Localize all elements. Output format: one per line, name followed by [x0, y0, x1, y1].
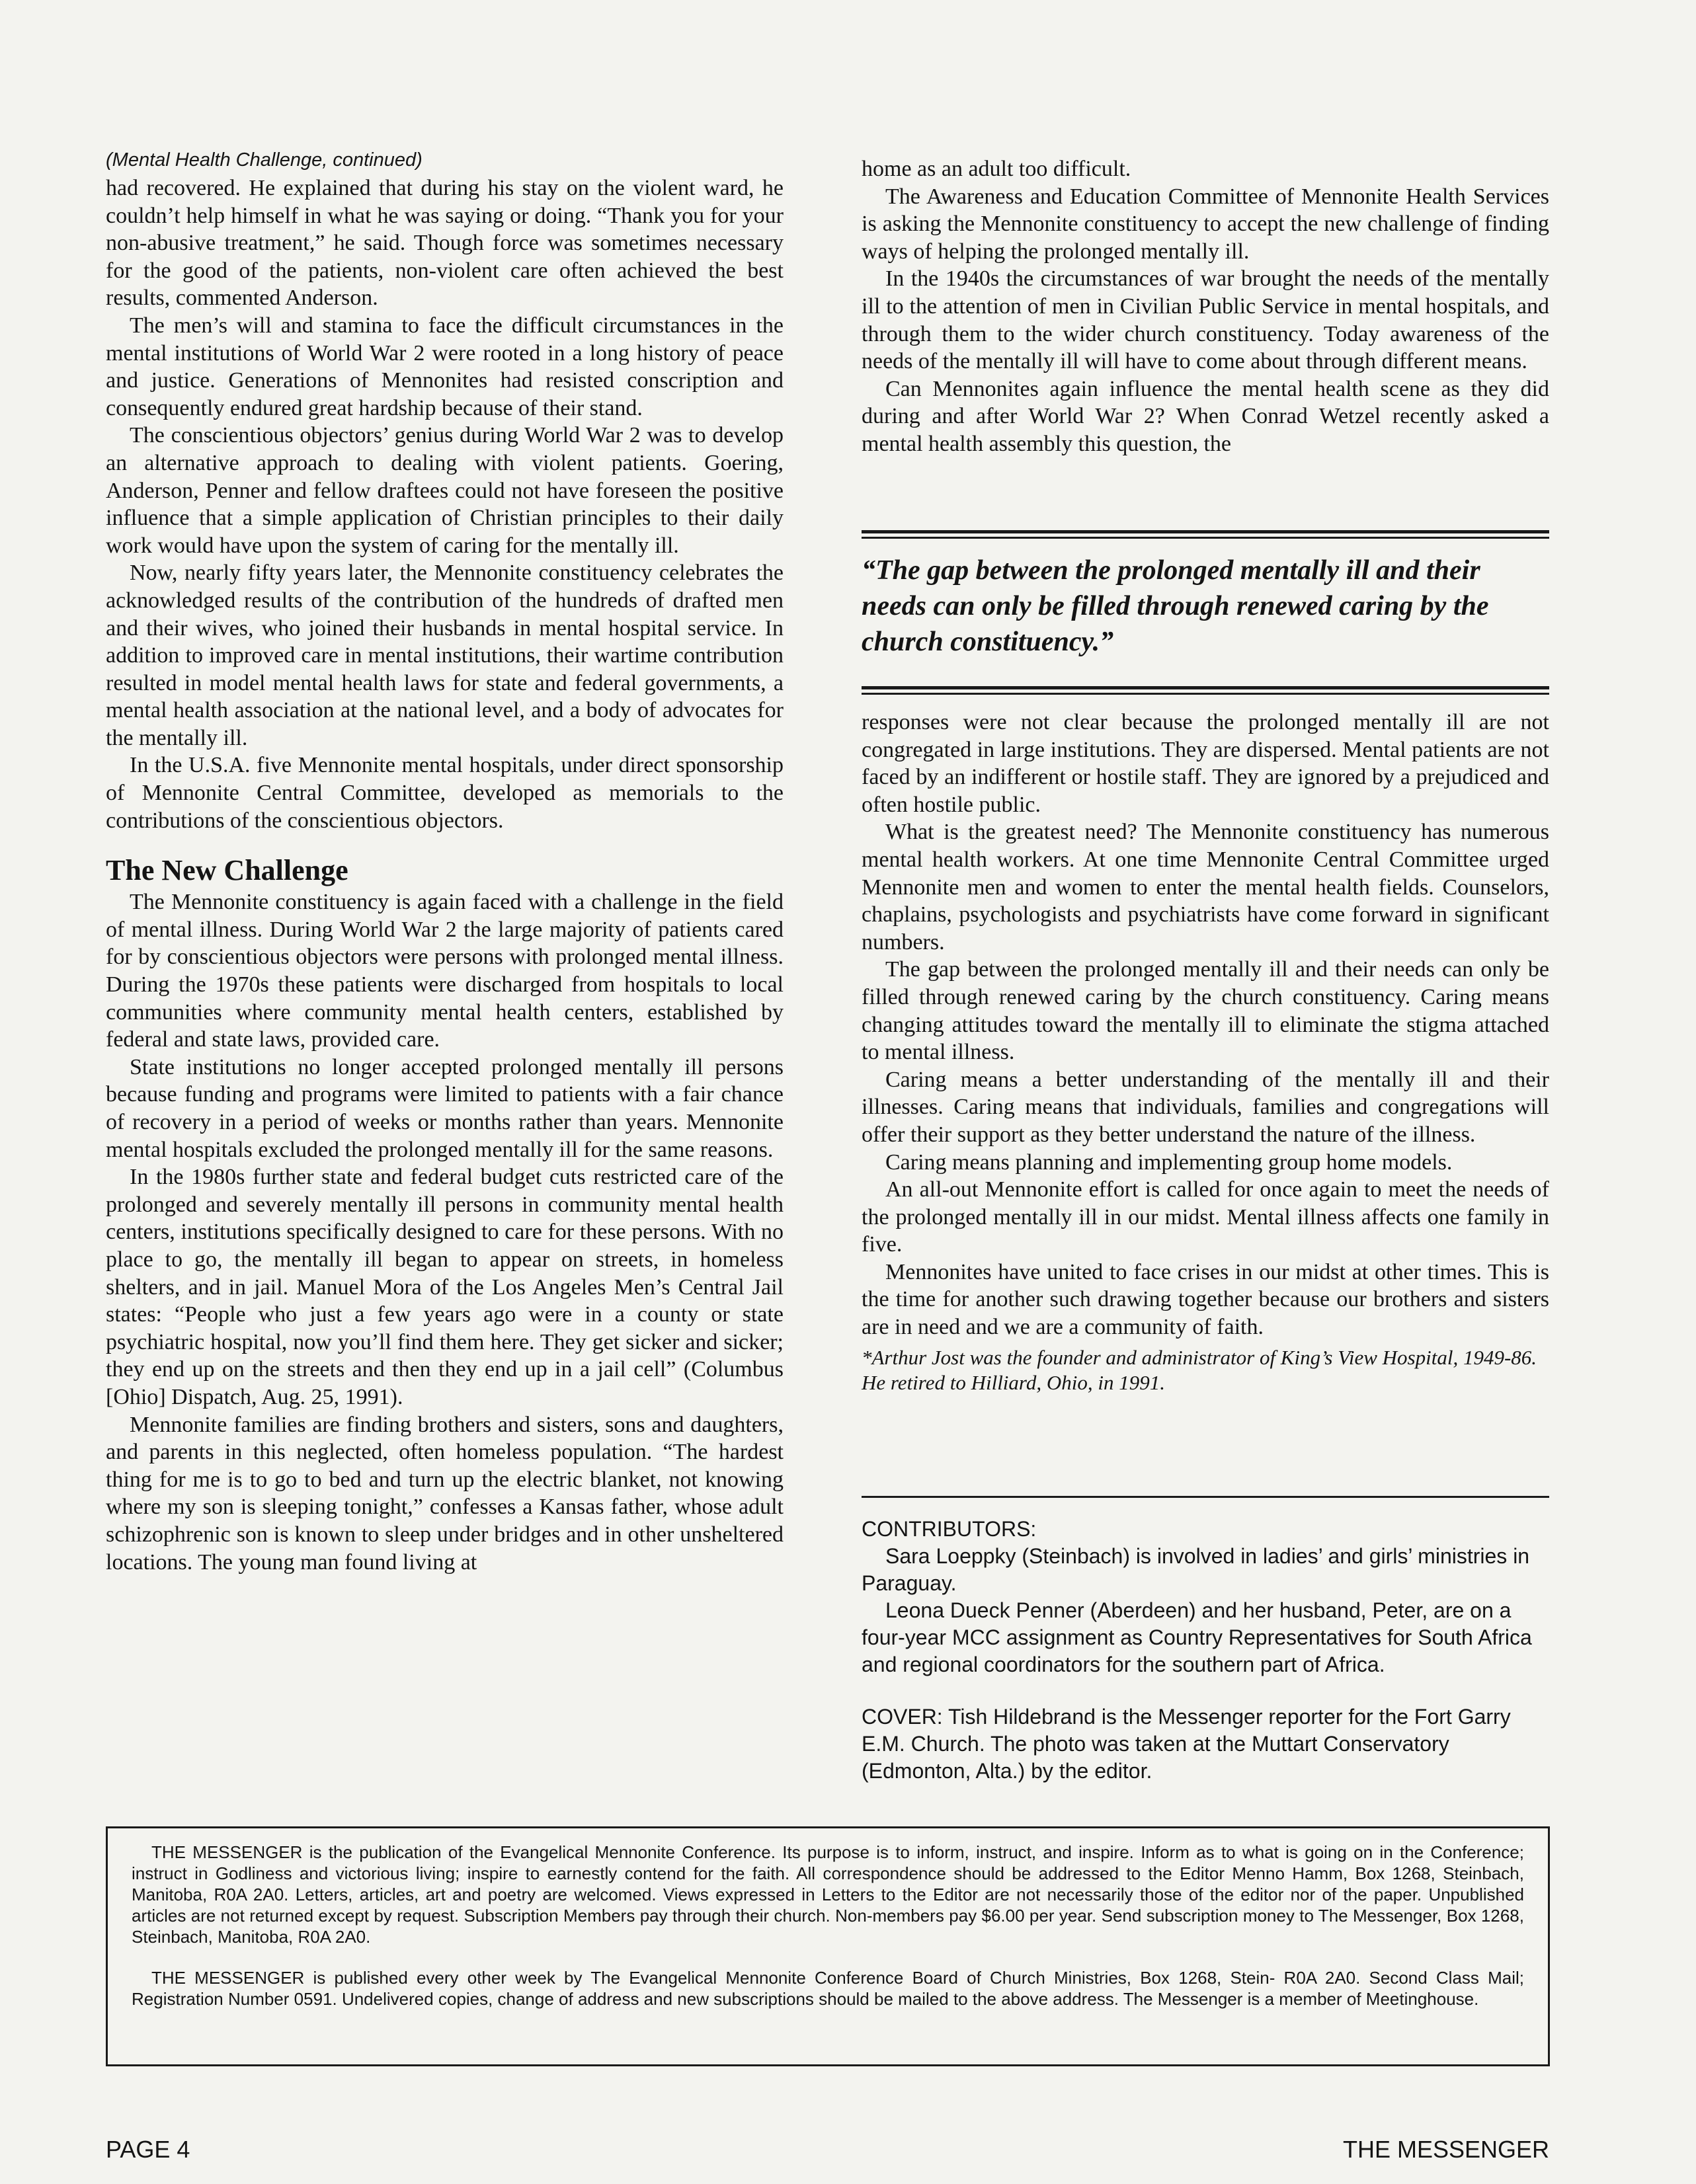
contributors-heading: CONTRIBUTORS: [862, 1517, 1037, 1541]
paragraph: Now, nearly fifty years later, the Mennonite constituency celebrates the acknowledged results of the contribution of the hundreds of drafted men and their wives, who joined their husbands in mental hospital service. In addition to improved care in mental institutions, their wartime contribution resulted in model mental health laws for state and federal governments, a mental health association at the national level, and a body of advocates for the mentally ill. [106, 561, 784, 750]
paragraph: In the 1980s further state and federal budget cuts restricted care of the prolonged and severely mentally ill persons in community mental health centers, institutions specifically designed to care for these persons. With no place to go, the mentally ill began to appear on streets, in homeless shelters, and in jail. Manuel Mora of the Los Angeles Men’s Central Jail states: “People who just a few years ago were in a county or state psychiatric hospital, now you’ll find them here. They get sicker and sicker; they end up on the streets and then they end up in a jail cell” (Columbus [Ohio] Dispatch, Aug. 25, 1991). [106, 1165, 784, 1409]
paragraph: had recovered. He explained that during his stay on the violent ward, he couldn’t help himself in what he was saying or doing. “Thank you for your non-abusive treatment,” he said. Though force was sometimes necessary for the good of the patients, non-violent care often achieved the best results, commented Anderson. [106, 176, 784, 311]
author-footnote: *Arthur Jost was the founder and administrator of King’s View Hospital, 1949-86. He retired to Hilliard, Ohio, in 1991. [862, 1345, 1537, 1394]
pull-quote-top-rule [862, 530, 1549, 539]
contributors-rule [862, 1496, 1549, 1498]
section-heading: The New Challenge [106, 854, 348, 887]
paragraph: In the U.S.A. five Mennonite mental hospitals, under direct sponsorship of Mennonite Central Committee, developed as memorials to the contributions of the conscientious objectors. [106, 753, 784, 833]
paragraph: The Mennonite constituency is again faced with a challenge in the field of mental illness. During World War 2 the large majority of patients cared for by conscientious objectors were persons with prolonged mental illness. During the 1970s these patients were discharged from hospitals to local communities where community mental health centers, established by federal and state laws, provided care. [106, 890, 784, 1052]
publication-info-paragraph: THE MESSENGER is published every other week by The Evangelical Mennonite Conference Board of Church Ministries, Box 1268, Stein- R0A 2A0. Second Class Mail; Registration Number 0591. Undelivered copies, change of address and new subscriptions should be mailed to the above address. The Messenger is a member of Meetinghouse. [132, 1968, 1524, 2009]
page-number: PAGE 4 [106, 2136, 190, 2163]
paragraph: The Awareness and Education Committee of Mennonite Health Services is asking the Mennonite constituency to accept the new challenge of finding ways of helping the prolonged mentally ill. [862, 184, 1549, 264]
paragraph: State institutions no longer accepted prolonged mentally ill persons because funding and programs were limited to patients with a fair chance of recovery in a period of weeks or months rather than years. Mennonite mental hospitals excluded the prolonged mentally ill for the same reasons. [106, 1054, 784, 1162]
paragraph: Can Mennonites again influence the mental health scene as they did during and after World War 2? When Conrad Wetzel recently asked a mental health assembly this question, the [862, 376, 1549, 456]
paragraph: An all-out Mennonite effort is called for once again to meet the needs of the prolonged mentally ill in our midst. Mental illness affects one family in five. [862, 1177, 1549, 1257]
paragraph: responses were not clear because the prolonged mentally ill are not congregated in large institutions. They are dispersed. Mental patients are not faced by an indifferent or hostile staff. They are ignored by a prejudiced and often hostile public. [862, 710, 1549, 817]
paragraph: Caring means a better understanding of the mentally ill and their illnesses. Caring means that individuals, families and congregations will offer their support as they better understand the nature of the illness. [862, 1067, 1549, 1147]
contributor-entry: Leona Dueck Penner (Aberdeen) and her husband, Peter, are on a four-year MCC assignment as Country Representatives for South Africa and regional coordinators for the southern part of Africa. [862, 1598, 1532, 1676]
publication-info-paragraph: THE MESSENGER is the publication of the Evangelical Mennonite Conference. Its purpose is to inform, instruct, and inspire. Inform as to what is going on in the Conference; instruct in Godliness and victorious living; inspire to earnestly contend for the faith. All correspondence should be addressed to the Editor Menno Hamm, Box 1268, Steinbach, Manitoba, R0A 2A0. Letters, articles, art and poetry are welcomed. Views expressed in Letters to the Editor are not necessarily those of the editor nor of the paper. Unpublished articles are not returned except by request. Subscription Members pay through their church. Non-members pay $6.00 per year. Send subscription money to The Messenger, Box 1268, Steinbach, Manitoba, R0A 2A0. [132, 1842, 1524, 1947]
pull-quote-bottom-rule [862, 686, 1549, 695]
paragraph: In the 1940s the circumstances of war brought the needs of the mentally ill to the attention of men in Civilian Public Service in mental hospitals, and through them to the wider church constituency. Today awareness of the needs of the mentally ill will have to come about through different means. [862, 266, 1549, 374]
contributor-entry: Sara Loeppky (Steinbach) is involved in ladies’ and girls’ ministries in Paraguay. [862, 1544, 1530, 1595]
cover-note: COVER: Tish Hildebrand is the Messenger reporter for the Fort Garry E.M. Church. The photo was taken at the Muttart Conservatory (Edmonton, Alta.) by the editor. [862, 1705, 1511, 1783]
paragraph: Caring means planning and implementing group home models. [885, 1150, 1453, 1175]
paragraph: Mennonite families are finding brothers and sisters, sons and daughters, and parents in this neglected, often homeless population. “The hardest thing for me is to go to bed and turn up the electric blanket, not knowing where my son is sleeping tonight,” confesses a Kansas father, whose adult schizophrenic son is known to sleep under bridges and in other unsheltered locations. The young man found living at [106, 1412, 784, 1575]
paragraph: The conscientious objectors’ genius during World War 2 was to develop an alternative approach to dealing with violent patients. Goering, Anderson, Penner and fellow draftees could not have foreseen the positive influence that a simple application of Christian principles to their daily work would have upon the system of caring for the mentally ill. [106, 423, 784, 558]
paragraph: The men’s will and stamina to face the difficult circumstances in the mental institutions of World War 2 were rooted in a long history of peace and justice. Generations of Mennonites had resisted conscription and consequently endured great hardship because of their stand. [106, 313, 784, 420]
contributors-section [862, 1516, 1549, 1785]
publication-info-box [106, 1826, 1550, 2066]
publication-name: THE MESSENGER [1342, 2136, 1549, 2163]
paragraph: The gap between the prolonged mentally ill and their needs can only be filled through renewed caring by the church constituency. Caring means changing attitudes toward the mentally ill to eliminate the stigma attached to mental illness. [862, 957, 1549, 1065]
right-column-bottom [862, 709, 1549, 1395]
pull-quote: “The gap between the prolonged mentally ill and their needs can only be filled through renewed caring by the church constituency.” [862, 555, 1489, 657]
left-column [106, 147, 784, 1576]
paragraph: home as an adult too difficult. [862, 157, 1131, 181]
paragraph: What is the greatest need? The Mennonite constituency has numerous mental health workers. At one time Mennonite Central Committee urged Mennonite men and women to enter the mental health fields. Counselors, chaplains, psychologists and psychiatrists have come forward in significant numbers. [862, 820, 1549, 955]
right-column-top [862, 155, 1549, 458]
continued-label: (Mental Health Challenge, continued) [106, 149, 423, 171]
paragraph: Mennonites have united to face crises in our midst at other times. This is the time for another such drawing together because our brothers and sisters are in need and we are a community of faith. [862, 1259, 1549, 1340]
